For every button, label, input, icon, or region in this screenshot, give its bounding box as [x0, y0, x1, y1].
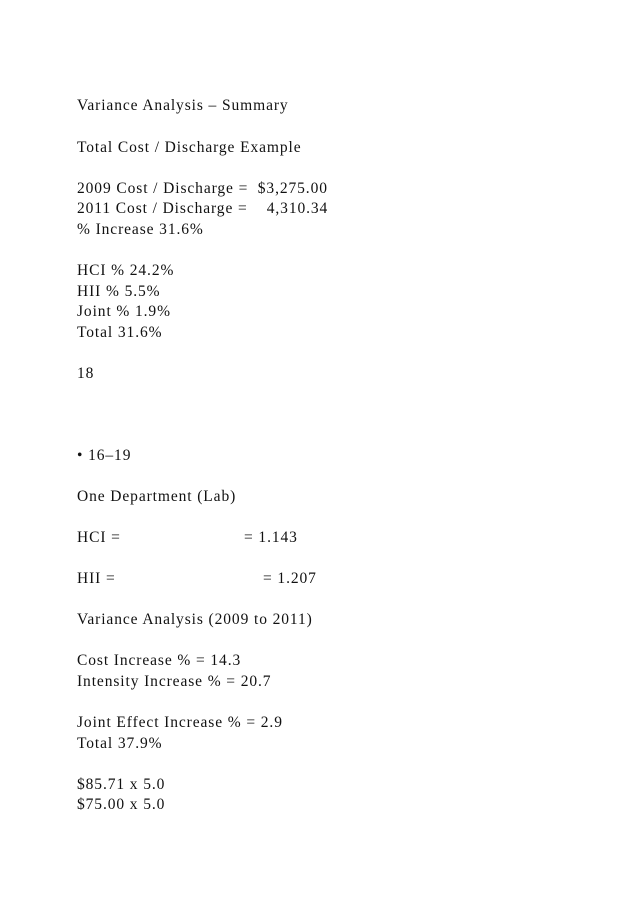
page-number: 18 [77, 365, 95, 382]
hii-label: HII = [77, 570, 116, 587]
hci-value: = 1.143 [244, 529, 298, 546]
summary-title: Variance Analysis – Summary [77, 97, 289, 114]
hci-label: HCI = [77, 529, 121, 546]
total-increase-line: Total 37.9% [77, 735, 163, 752]
hii-value: = 1.207 [263, 570, 317, 587]
hci-percent-line: HCI % 24.2% [77, 262, 175, 279]
calculation-line-2: $75.00 x 5.0 [77, 796, 166, 813]
bullet-range: • 16–19 [77, 447, 132, 464]
variance-title: Variance Analysis (2009 to 2011) [77, 611, 313, 628]
cost-2009-line: 2009 Cost / Discharge = $3,275.00 [77, 180, 328, 197]
total-percent-line: Total 31.6% [77, 324, 163, 341]
joint-effect-line: Joint Effect Increase % = 2.9 [77, 714, 283, 731]
intensity-increase-line: Intensity Increase % = 20.7 [77, 673, 272, 690]
joint-percent-line: Joint % 1.9% [77, 303, 171, 320]
cost-increase-line: Cost Increase % = 14.3 [77, 652, 242, 669]
calculation-line-1: $85.71 x 5.0 [77, 776, 166, 793]
percent-increase-line: % Increase 31.6% [77, 221, 204, 238]
example-title: Total Cost / Discharge Example [77, 139, 302, 156]
department-title: One Department (Lab) [77, 488, 237, 505]
cost-2011-line: 2011 Cost / Discharge = 4,310.34 [77, 200, 329, 217]
hii-percent-line: HII % 5.5% [77, 283, 161, 300]
